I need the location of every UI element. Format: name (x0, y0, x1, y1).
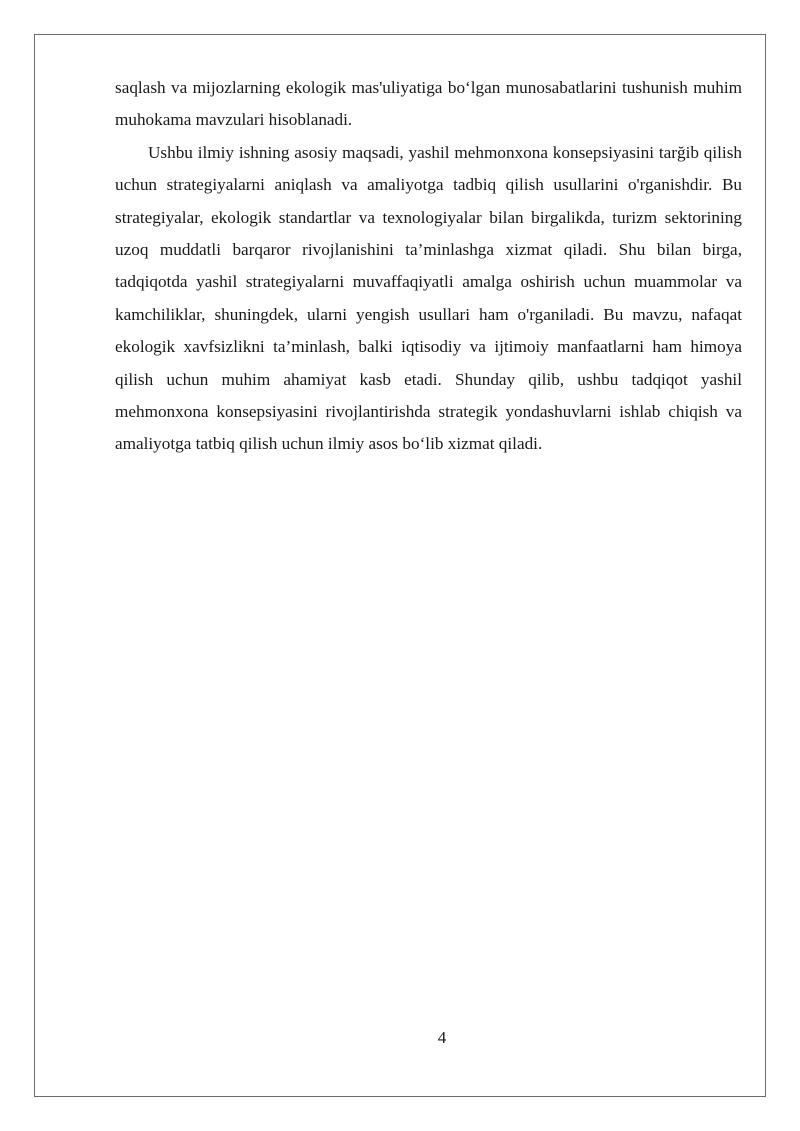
document-body (115, 72, 742, 461)
page-number: 4 (437, 1028, 447, 1047)
paragraph-main-goal: Ushbu ilmiy ishning asosiy maqsadi, yashil mehmonxona konsepsiyasini tarğib qilish uchun strategiyalarni aniqlash va amaliyotga tadbiq qilish usullarini o'rganishdir. Bu strategiyalar, ekologik standartlar va texnologiyalar bilan birgalikda, turizm sektorining uzoq muddatli barqaror rivojlanishini ta’minlashga xizmat qiladi. Shu bilan birga, tadqiqotda yashil strategiyalarni muvaffaqiyatli amalga oshirish uchun muammolar va kamchiliklar, shuningdek, ularni yengish usullari ham o'rganiladi. Bu mavzu, nafaqat ekologik xavfsizlikni ta’minlash, balki iqtisodiy va ijtimoiy manfaatlarni ham himoya qilish uchun muhim ahamiyat kasb etadi. Shunday qilib, ushbu tadqiqot yashil mehmonxona konsepsiyasini rivojlantirishda strategik yondashuvlarni ishlab chiqish va amaliyotga tatbiq qilish uchun ilmiy asos bo‘lib xizmat qiladi. (115, 142, 742, 454)
paragraph-continuation: saqlash va mijozlarning ekologik mas'uliyatiga bo‘lgan munosabatlarini tushunish muhim muhokama mavzulari hisoblanadi. (115, 78, 742, 130)
